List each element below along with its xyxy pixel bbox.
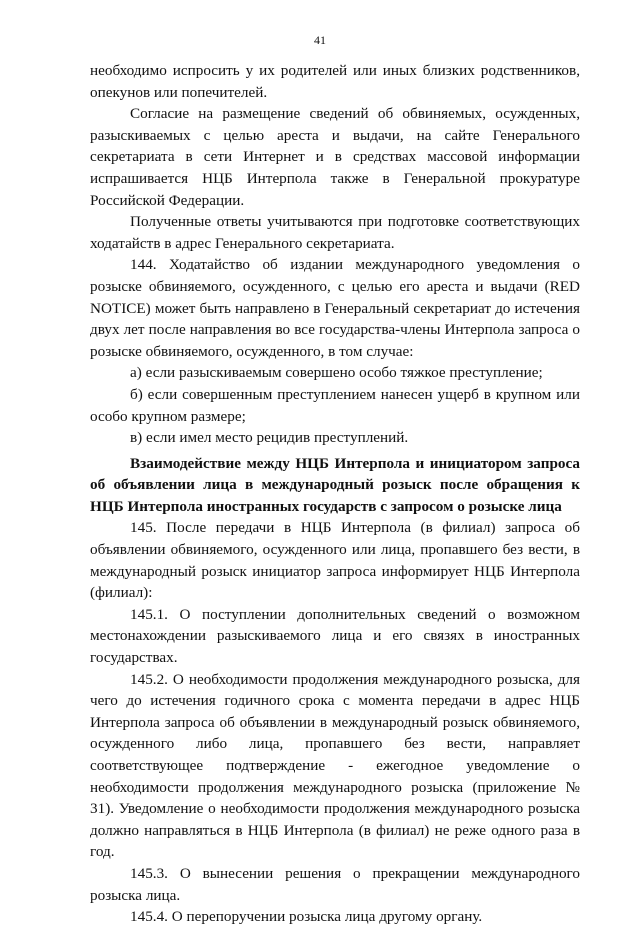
list-item: б) если совершенным преступлением нанесен ущерб в крупном или особо крупном размере; — [90, 385, 580, 425]
paragraph: 145.4. О перепоручении розыска лица другому органу. — [130, 908, 483, 926]
page-content — [90, 60, 580, 928]
list-item: а) если разыскиваемым совершено особо тяжкое преступление; — [130, 364, 543, 382]
paragraph: необходимо испросить у их родителей или иных близких родственников, опекунов или попечителей. — [90, 62, 580, 101]
list-item: в) если имел место рецидив преступлений. — [130, 429, 409, 447]
paragraph: 145. После передачи в НЦБ Интерпола (в филиал) запроса об объявлении обвиняемого, осужденного или лица, пропавшего без вести, в международный розыск инициатор запроса информирует НЦБ Интерпола (филиал): — [90, 519, 580, 602]
page-number: 41 — [314, 33, 326, 47]
paragraph: Согласие на размещение сведений об обвиняемых, осужденных, разыскиваемых с целью ареста и выдачи, на сайте Генерального секретариата в сети Интернет и в средствах массовой информации испрашивается НЦБ Интерпола также в Генеральной прокуратуре Российской Федерации. — [90, 105, 580, 209]
paragraph: 145.2. О необходимости продолжения международного розыска, для чего до истечения годичного срока с момента передачи в адрес НЦБ Интерпола запроса об объявлении в международный розыск обвиняемого, осужденного либо лица, пропавшего без вести, направляет соответствующее подтверждение - ежегодное уведомление о необходимости продолжения международного розыска (приложение № 31). Уведомление о необходимости продолжения международного розыска должно направляться в НЦБ Интерпола (в филиал) не реже одного раза в год. — [90, 670, 580, 861]
paragraph: 144. Ходатайство об издании международного уведомления о розыске обвиняемого, осужденного, с целью его ареста и выдачи (RED NOTICE) может быть направлено в Генеральный секретариат до истечения двух лет после направления во все государства-члены Интерпола запроса о розыске обвиняемого, осужденного, в том случае: — [90, 256, 580, 360]
paragraph: 145.1. О поступлении дополнительных сведений о возможном местонахождении разыскиваемого лица и его связях в иностранных государствах. — [90, 605, 580, 667]
section-heading: Взаимодействие между НЦБ Интерпола и инициатором запроса об объявлении лица в международный розыск после обращения к НЦБ Интерпола иностранных государств с запросом о розыске лица — [90, 454, 580, 515]
paragraph: Полученные ответы учитываются при подготовке соответствующих ходатайств в адрес Генерального секретариата. — [90, 213, 580, 252]
paragraph: 145.3. О вынесении решения о прекращении международного розыска лица. — [90, 864, 580, 904]
